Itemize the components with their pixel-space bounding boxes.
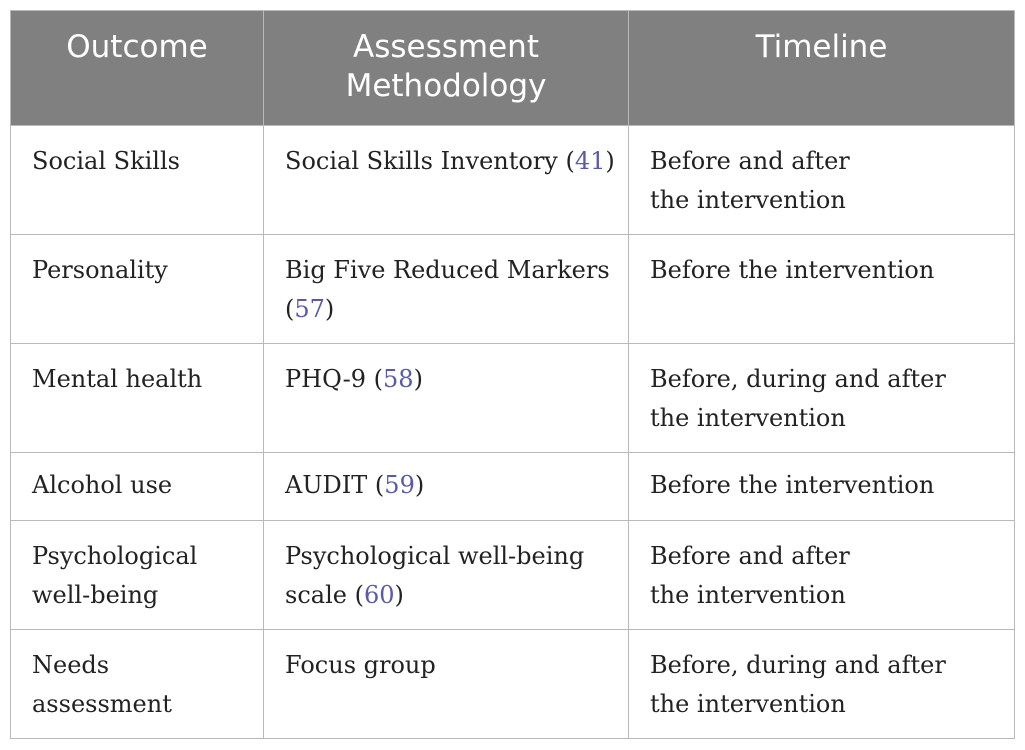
- cell-method: AUDIT (59): [264, 453, 629, 521]
- reference-link[interactable]: 57: [294, 295, 325, 323]
- table-header-row: [11, 11, 1015, 126]
- table-row: [11, 453, 1015, 521]
- cell-outcome: Social Skills: [11, 126, 264, 235]
- assessment-table: [10, 10, 1015, 739]
- header-assessment-methodology: [264, 11, 629, 126]
- cell-timeline: Before the intervention: [629, 453, 1015, 521]
- cell-timeline: [629, 126, 1015, 235]
- cell-outcome: [11, 630, 264, 739]
- reference-link[interactable]: 58: [383, 365, 414, 393]
- method-text: Social Skills Inventory: [285, 147, 558, 175]
- table-row: [11, 126, 1015, 235]
- cell-method: Big Five Reduced Markers (57): [264, 235, 629, 344]
- cell-timeline: [629, 521, 1015, 630]
- table-row: [11, 235, 1015, 344]
- outcome-text: Needs assessment: [32, 651, 172, 718]
- method-text: Focus group: [285, 651, 436, 679]
- method-text: PHQ-9: [285, 365, 367, 393]
- header-assessment-methodology-label: Assessment Methodology: [345, 29, 547, 104]
- header-outcome: Outcome: [11, 11, 264, 126]
- timeline-text: Before and after the intervention: [650, 147, 850, 214]
- timeline-text: Before, during and after the intervention: [650, 365, 946, 432]
- reference-link[interactable]: 41: [574, 147, 606, 175]
- method-text: Psychological well-being scale: [285, 542, 585, 609]
- table-row: [11, 521, 1015, 630]
- cell-outcome: Personality: [11, 235, 264, 344]
- method-text: Big Five Reduced Markers: [285, 256, 610, 284]
- cell-outcome: Mental health: [11, 344, 264, 453]
- timeline-text: Before and after the intervention: [650, 542, 850, 609]
- cell-outcome: [11, 521, 264, 630]
- cell-timeline: [629, 630, 1015, 739]
- cell-timeline: [629, 344, 1015, 453]
- header-timeline: Timeline: [629, 11, 1015, 126]
- assessment-table-container: [10, 10, 1014, 739]
- reference-link[interactable]: 60: [363, 581, 395, 609]
- cell-timeline: Before the intervention: [629, 235, 1015, 344]
- reference-link[interactable]: 59: [384, 471, 415, 499]
- table-row: [11, 630, 1015, 739]
- cell-method: Social Skills Inventory (41): [264, 126, 629, 235]
- table-row: [11, 344, 1015, 453]
- method-text: AUDIT: [285, 471, 368, 499]
- cell-method: Psychological well-being scale (60): [264, 521, 629, 630]
- outcome-text: Psychological well-being: [32, 542, 198, 609]
- cell-method: PHQ-9 (58): [264, 344, 629, 453]
- cell-method: [264, 630, 629, 739]
- cell-outcome: Alcohol use: [11, 453, 264, 521]
- timeline-text: Before, during and after the intervention: [650, 651, 946, 718]
